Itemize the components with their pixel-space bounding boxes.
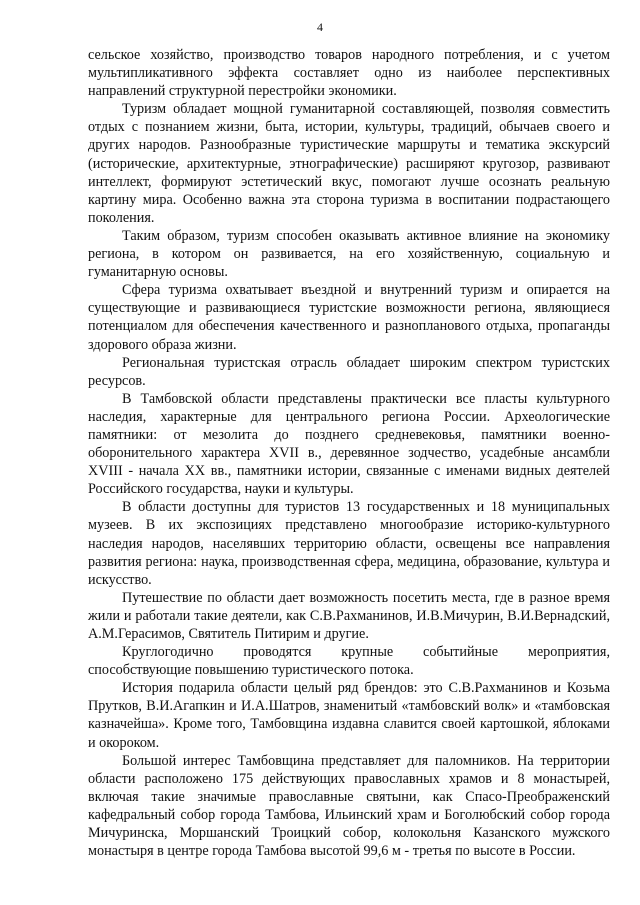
page-number: 4 [317, 20, 323, 34]
paragraph-tourism-humanitarian: Туризм обладает мощной гуманитарной составляющей, позволяя совместить отдых с познанием жизни, быта, истории, культуры, традиций, обычаев своего и других народов. Разнообразные туристические маршруты и тематика экскурсий (исторические, архитектурные, этнографические) расширяют кругозор, развивают интеллект, формируют эстетический вкус, помогают лучше осознать реальную картину мира. Особенно важна эта сторона туризма в воспитании подрастающего поколения. [88, 101, 610, 226]
paragraph-tourism-sphere: Сфера туризма охватывает въездной и внутренний туризм и опирается на существующие и развивающиеся туристские возможности региона, являющиеся потенциалом для обеспечения качественного и разнопланового отдыха, пропаганды здорового образа жизни. [88, 282, 610, 353]
paragraph-pilgrims: Большой интерес Тамбовщина представляет для паломников. На территории области расположено 175 действующих православных храмов и 8 монастырей, включая такие значимые православные святыни, как Спасо-Преображенский кафедральный собор города Тамбова, Ильинский храм и Боголюбский собор города Мичуринска, Моршанский Троицкий собор, колокольня Казанского мужского монастыря в центре города Тамбова высотой 99,6 м - третья по высоте в России. [88, 752, 610, 860]
paragraph-brands: История подарила области целый ряд брендов: это С.В.Рахманинов и Козьма Прутков, В.И.Агапкин и И.А.Шатров, знаменитый «тамбовский волк» и «тамбовская казначейша». Кроме того, Тамбовщина издавна славится своей картошкой, яблоками и окороком. [88, 680, 610, 751]
paragraph-regional-resources: Региональная туристская отрасль обладает широким спектром туристских ресурсов. [88, 354, 610, 389]
paragraph-cultural-heritage: В Тамбовской области представлены практически все пласты культурного наследия, характерные для центрального региона России. Археологические памятники: от мезолита до позднего средневековья, памятники военно-оборонительного характера XVII в., деревянное зодчество, усадебные ансамбли XVIII - начала XX вв., памятники истории, связанные с именами видных деятелей Российского государства, науки и культуры. [88, 390, 610, 498]
paragraph-events: Круглогодично проводятся крупные событийные мероприятия, способствующие повышению туристического потока. [88, 644, 610, 679]
paragraph-famous-people: Путешествие по области дает возможность посетить места, где в разное время жили и работали такие деятели, как С.В.Рахманинов, И.В.Мичурин, В.И.Вернадский, А.М.Герасимов, Святитель Питирим и другие. [88, 589, 610, 642]
paragraph-tourism-influence: Таким образом, туризм способен оказывать активное влияние на экономику региона, в котором он развивается, на его хозяйственную, социальную и гуманитарную основы. [88, 227, 610, 281]
document-body [88, 46, 610, 860]
paragraph-continued: сельское хозяйство, производство товаров народного потребления, и с учетом мультипликативного эффекта составляет одно из наиболее перспективных направлений структурной перестройки экономики. [88, 47, 610, 100]
paragraph-museums: В области доступны для туристов 13 государственных и 18 муниципальных музеев. В их экспозициях представлено многообразие историко-культурного наследия народов, населявших территорию области, освещены все направления развития региона: наука, производственная сфера, медицина, образование, культура и искусство. [88, 499, 610, 588]
